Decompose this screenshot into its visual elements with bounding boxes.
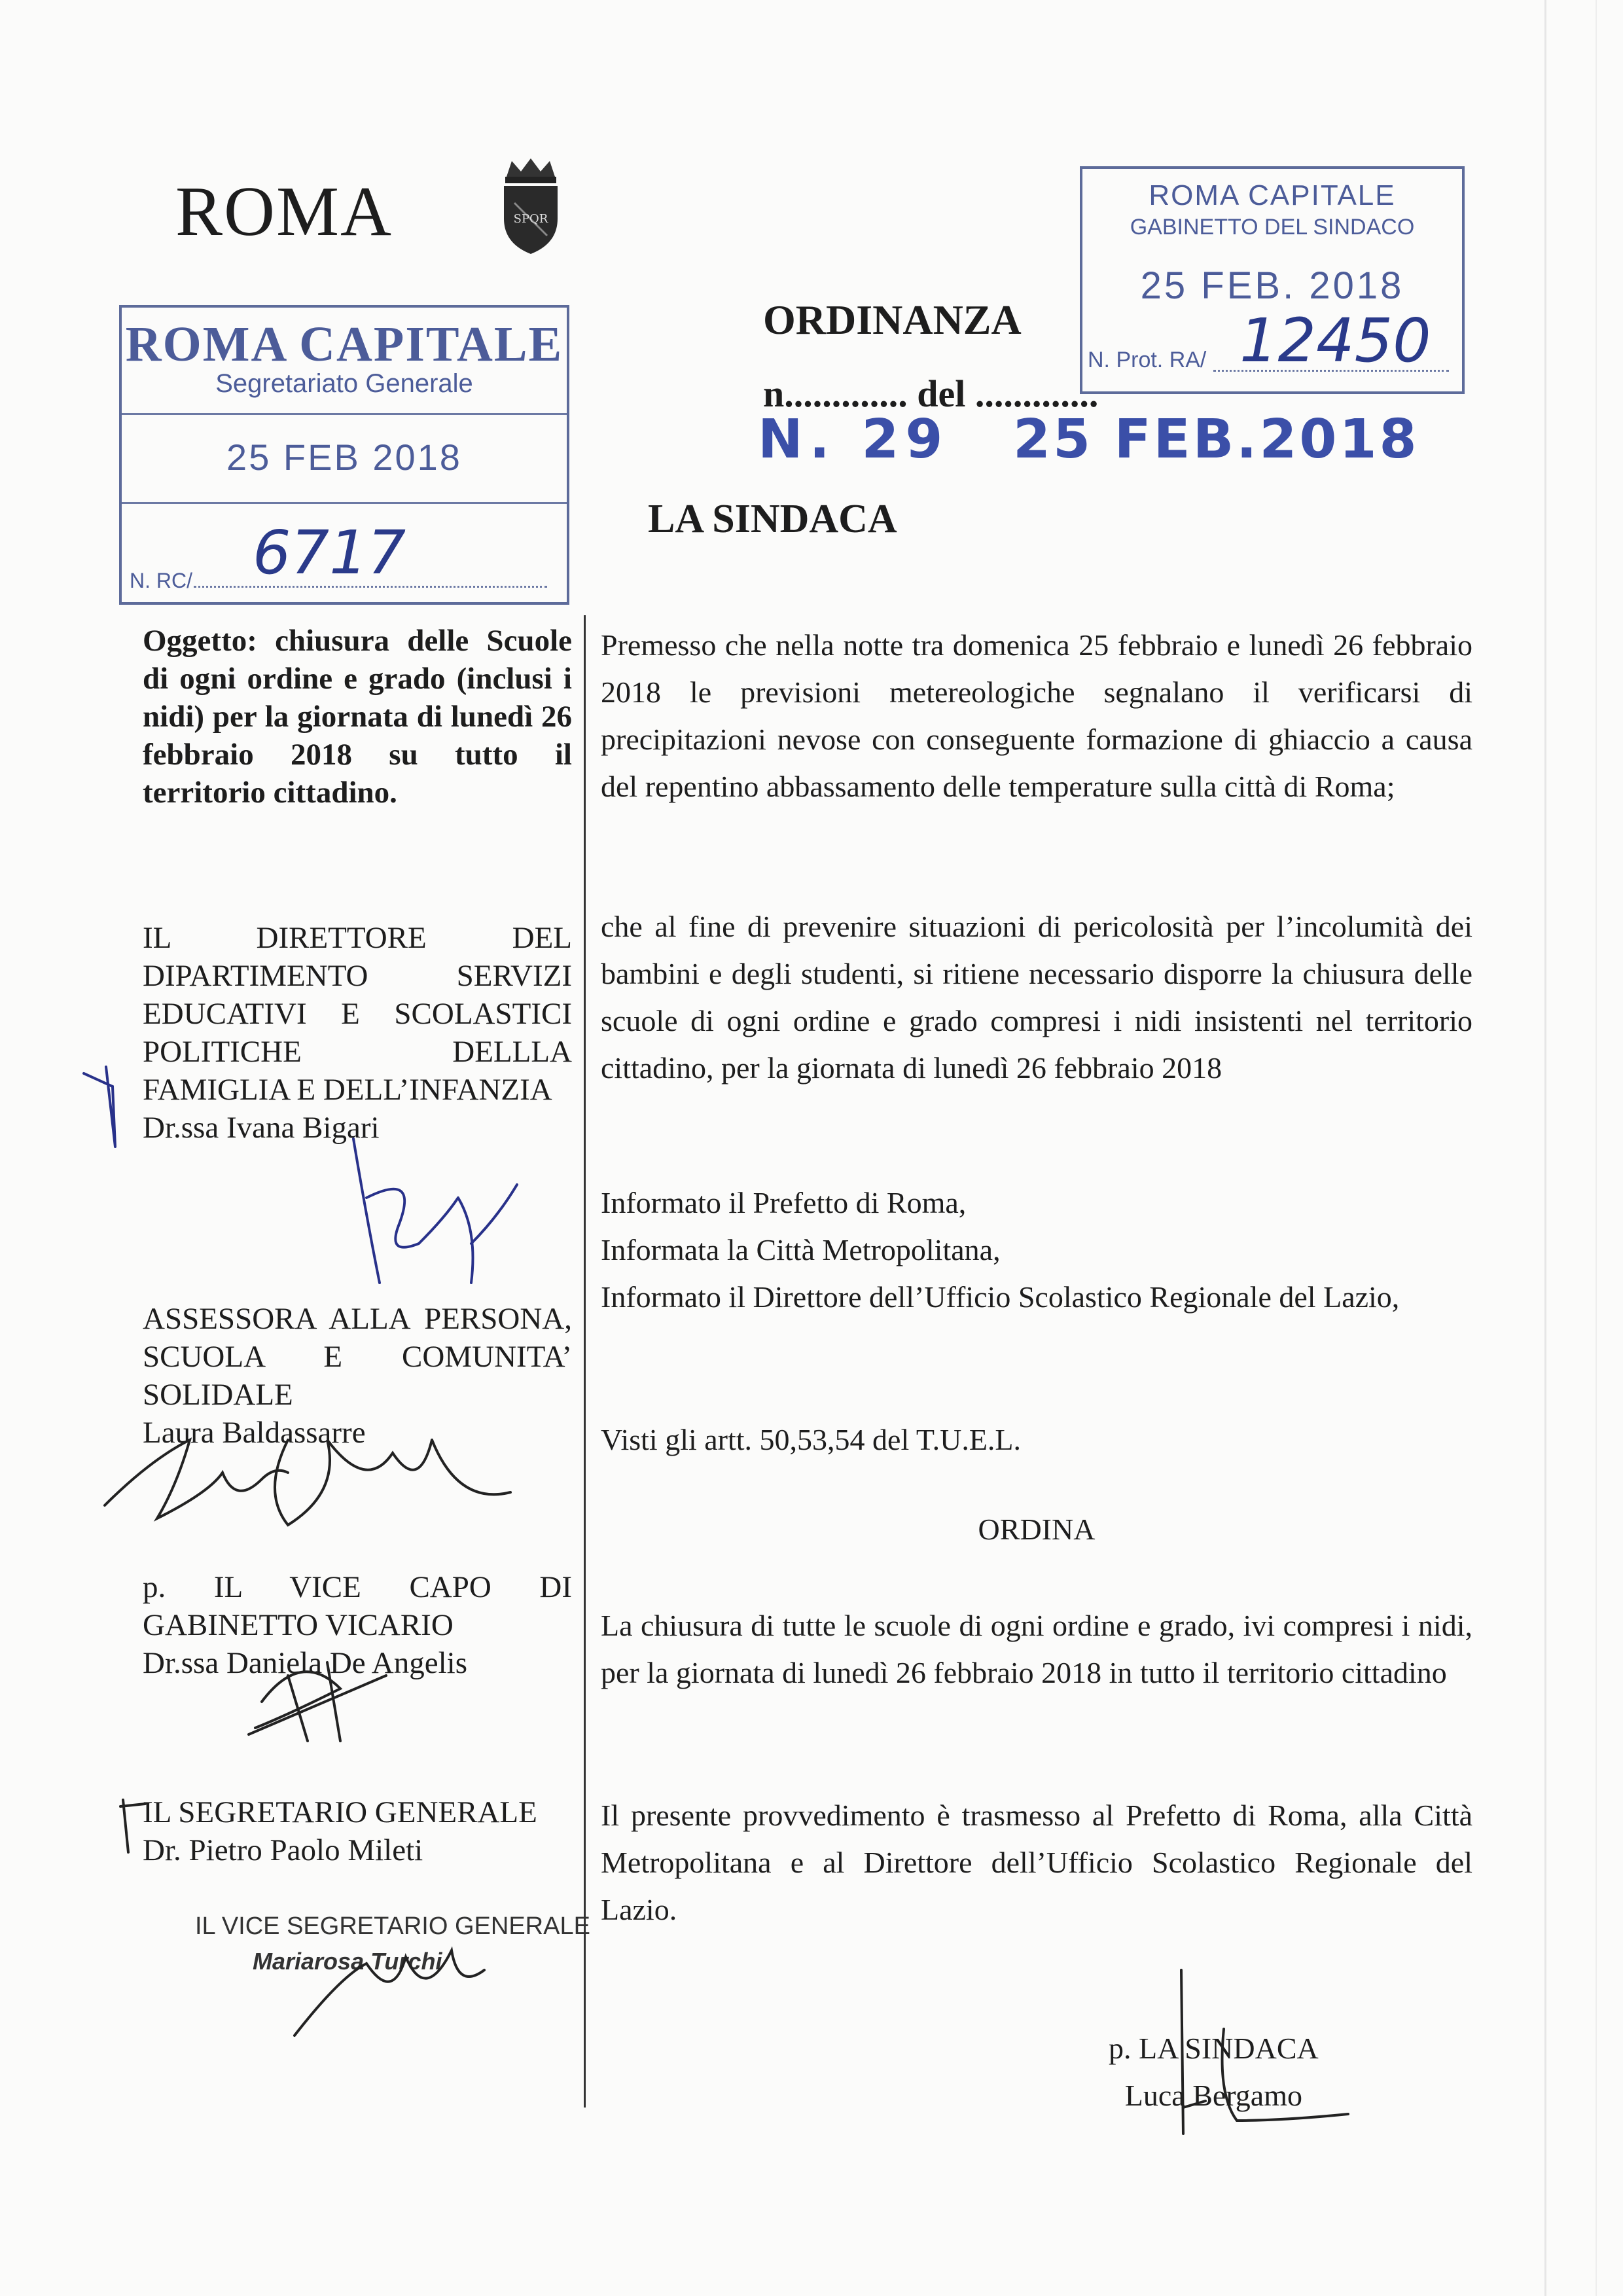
- handwritten-mark-signature: [84, 1067, 115, 1147]
- stamp-date: 25 FEB. 2018: [1140, 264, 1404, 307]
- informed-line: Informato il Prefetto di Roma,: [601, 1186, 967, 1219]
- stamp-date: 25 FEB 2018: [226, 437, 462, 478]
- protocol-stamp-segretariato: [119, 305, 569, 605]
- page-edge-line: [1544, 0, 1546, 2296]
- stamp-title: ROMA CAPITALE: [125, 317, 563, 372]
- stamp-line1: ROMA CAPITALE: [1149, 179, 1396, 211]
- vice-secretary-stamp: IL VICE SEGRETARIO GENERALE: [195, 1912, 590, 1940]
- paragraph-premesso: Premesso che nella notte tra domenica 25 febbraio e lunedì 26 febbraio 2018 le previsioni metereologiche segnalano il verificarsi di precipitazioni nevose con conseguente formazione di ghiaccio a causa del repentino abbassamento delle temperature sulla città di Roma;: [601, 628, 1472, 803]
- column-divider: [584, 615, 586, 2108]
- signer-name: Dr.ssa Daniela De Angelis: [143, 1646, 468, 1680]
- issuing-authority: LA SINDACA: [648, 497, 897, 541]
- signer-block: [143, 1300, 572, 1452]
- spqr-crest-icon: [495, 157, 567, 255]
- page-edge-line: [1596, 0, 1597, 2296]
- paragraph-transmission: Il presente provvedimento è trasmesso al Prefetto di Roma, alla Città Metropolitana e al Direttore dell’Ufficio Scolastico Regionale del Lazio.: [601, 1799, 1472, 1926]
- stamp-subtitle: Segretariato Generale: [215, 369, 473, 398]
- subject: Oggetto: chiusura delle Scuole di ogni ordine e grado (inclusi i nidi) per la giornata di lunedì 26 febbraio 2018 su tutto il territorio cittadino.: [143, 624, 572, 810]
- signer-block: [143, 919, 572, 1147]
- stamp-rc-label: N. RC/: [130, 569, 192, 592]
- paragraph-informed: [601, 1179, 1472, 1321]
- informed-line: Informata la Città Metropolitana,: [601, 1233, 1001, 1266]
- mileti-mark-signature: [120, 1800, 145, 1852]
- mayor-name: Luca Bergamo: [1124, 2079, 1302, 2112]
- paragraph-motivation: che al fine di prevenire situazioni di pericolosità per l’incolumità dei bambini e degli studenti, si ritiene necessario disporre la chiusura delle scuole di ogni ordine e grado compresi i nidi insistenti nel territorio cittadino, per la giornata di lunedì 26 febbraio 2018: [601, 910, 1472, 1085]
- paragraph-legal-basis: Visti gli artt. 50,53,54 del T.U.E.L.: [601, 1423, 1022, 1456]
- number-date-line: n............. del .............: [763, 372, 1099, 415]
- signer-role: ASSESSORA ALLA PERSONA, SCUOLA E COMUNITA’ SOLIDALE: [143, 1302, 572, 1412]
- vice-secretary-name: Mariarosa Turchi: [253, 1948, 442, 1975]
- handwritten-rc-number: 6717: [253, 518, 406, 588]
- signer-name: Dr. Pietro Paolo Mileti: [143, 1833, 423, 1867]
- ordinance-number-stamp: N. 29: [758, 408, 950, 471]
- svg-text:SPQR: SPQR: [513, 212, 548, 226]
- signer-name: Dr.ssa Ivana Bigari: [143, 1111, 380, 1145]
- ordinance-date-stamp: 25 FEB.2018: [1013, 408, 1419, 471]
- baldassarre-signature: [105, 1440, 510, 1525]
- signer-role: IL DIRETTORE DEL DIPARTIMENTO SERVIZI EDUCATIVI E SCOLASTICI POLITICHE DELLLA FAMIGLIA E DELL’INFANZIA: [143, 921, 572, 1107]
- stamp-line2: GABINETTO DEL SINDACO: [1130, 215, 1415, 240]
- protocol-stamp-gabinetto: [1080, 166, 1465, 394]
- signer-block: [143, 1793, 572, 1869]
- ordina-heading: ORDINA: [978, 1513, 1096, 1546]
- paragraph-order: La chiusura di tutte le scuole di ogni ordine e grado, ivi compresi i nidi, per la giornata di lunedì 26 febbraio 2018 in tutto il territorio cittadino: [601, 1609, 1472, 1689]
- signer-name: Laura Baldassarre: [143, 1416, 366, 1450]
- city-name: ROMA: [175, 173, 393, 251]
- mayor-role: p. LA SINDACA: [1109, 2032, 1319, 2065]
- signer-role: p. IL VICE CAPO DI GABINETTO VICARIO: [143, 1570, 572, 1642]
- mayor-signature-block: [1109, 2025, 1319, 2119]
- bigari-signature: [353, 1139, 517, 1283]
- signer-block: [143, 1568, 572, 1682]
- handwritten-prot-number: 12450: [1240, 306, 1431, 376]
- informed-line: Informato il Direttore dell’Ufficio Scolastico Regionale del Lazio,: [601, 1280, 1400, 1314]
- stamp-prot-label: N. Prot. RA/: [1088, 348, 1207, 372]
- document-type: ORDINANZA: [763, 296, 1022, 343]
- signer-role: IL SEGRETARIO GENERALE: [143, 1795, 537, 1829]
